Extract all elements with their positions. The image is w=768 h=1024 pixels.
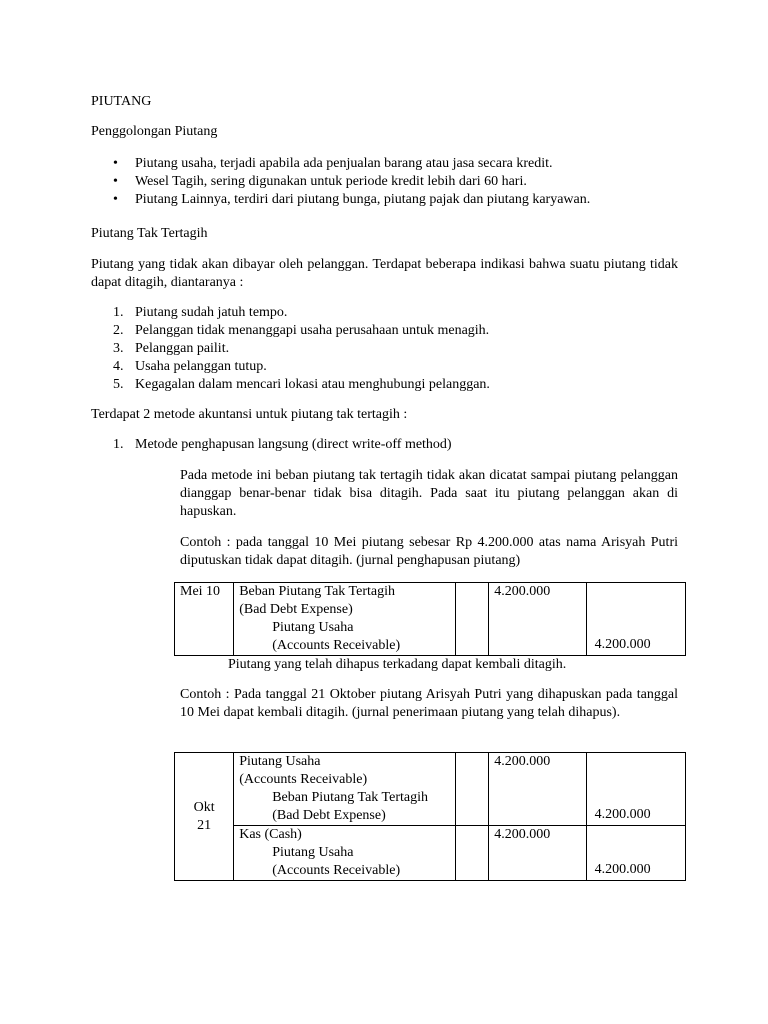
methods-intro: Terdapat 2 metode akuntansi untuk piutang tak tertagih : [91, 407, 408, 422]
date-day: 21 [197, 817, 212, 833]
credit-account: Piutang Usaha [272, 620, 354, 635]
credit-amount: 4.200.000 [594, 862, 651, 877]
journal-accounts [234, 826, 456, 881]
list-number: 2. [113, 323, 124, 338]
ref-cell [456, 826, 489, 881]
list-item: • Wesel Tagih, sering digunakan untuk periode kredit lebih dari 60 hari. [91, 173, 691, 191]
classification-list [91, 155, 691, 209]
list-number: 1. [113, 437, 124, 452]
list-item [91, 376, 691, 394]
list-item [91, 436, 691, 454]
journal-date: Mei 10 [175, 583, 234, 656]
list-item [91, 340, 691, 358]
method-list [91, 436, 691, 454]
debit-account-en: (Bad Debt Expense) [239, 602, 353, 617]
method1-description-text: Pada metode ini beban piutang tak tertagih tidak akan dicatat sampai piutang pelanggan dianggap benar-benar tidak bisa ditagih. Pada saat itu piutang pelanggan akan di hapuskan. [180, 468, 678, 519]
example2-text: Contoh : Pada tanggal 21 Oktober piutang Arisyah Putri yang dihapuskan pada tanggal 10 Mei dapat kembali ditagih. (jurnal penerimaan piutang yang telah dihapus). [180, 687, 678, 720]
example1-text: Contoh : pada tanggal 10 Mei piutang sebesar Rp 4.200.000 atas nama Arisyah Putri diputuskan tidak dapat ditagih. (jurnal penghapusan piutang) [180, 535, 678, 568]
debit-amount: 4.200.000 [489, 753, 586, 826]
list-number: 4. [113, 359, 124, 374]
example2 [180, 686, 678, 722]
credit-cell [586, 753, 685, 826]
list-number: 5. [113, 377, 124, 392]
list-text: Usaha pelanggan tutup. [135, 359, 267, 374]
journal-date [175, 753, 234, 881]
list-item [91, 304, 691, 322]
list-number: 3. [113, 341, 124, 356]
table-row [175, 583, 686, 656]
credit-account-en: (Bad Debt Expense) [272, 808, 386, 823]
list-text: Kegagalan dalam mencari lokasi atau menghubungi pelanggan. [135, 377, 490, 392]
credit-account: Piutang Usaha [272, 845, 354, 860]
journal-table-2 [174, 752, 686, 881]
debit-account: Beban Piutang Tak Tertagih [239, 584, 395, 599]
example1 [180, 534, 678, 570]
journal-accounts [234, 753, 456, 826]
intro-paragraph [91, 256, 678, 292]
intro-text: Piutang yang tidak akan dibayar oleh pelanggan. Terdapat beberapa indikasi bahwa suatu piutang tidak dapat ditagih, diantaranya : [91, 257, 678, 290]
credit-cell [586, 826, 685, 881]
credit-account-en: (Accounts Receivable) [272, 638, 401, 653]
credit-amount: 4.200.000 [594, 807, 651, 822]
list-text: Pelanggan pailit. [135, 341, 230, 356]
list-number: 1. [113, 305, 124, 320]
ref-cell [456, 753, 489, 826]
list-item: • Piutang Lainnya, terdiri dari piutang bunga, piutang pajak dan piutang karyawan. [91, 191, 691, 209]
debit-account-en: (Accounts Receivable) [239, 772, 368, 787]
debit-account: Kas (Cash) [239, 827, 302, 842]
journal-table-1 [174, 582, 686, 656]
list-item [91, 322, 691, 340]
heading-penggolongan: Penggolongan Piutang [91, 124, 218, 139]
debit-amount: 4.200.000 [489, 826, 586, 881]
debit-amount: 4.200.000 [489, 583, 586, 656]
table-row [175, 826, 686, 881]
credit-amount: 4.200.000 [594, 637, 651, 652]
credit-account: Beban Piutang Tak Tertagih [272, 790, 428, 805]
journal-accounts [234, 583, 456, 656]
list-text: Piutang sudah jatuh tempo. [135, 305, 288, 320]
list-text: Pelanggan tidak menanggapi usaha perusahaan untuk menagih. [135, 323, 490, 338]
list-item [91, 358, 691, 376]
debit-account: Piutang Usaha [239, 754, 321, 769]
method1-description [180, 467, 678, 521]
page-title: PIUTANG [91, 94, 152, 109]
heading-piutang-tak-tertagih: Piutang Tak Tertagih [91, 226, 208, 241]
list-text: Metode penghapusan langsung (direct write-off method) [135, 437, 452, 452]
date-month: Okt [193, 799, 215, 815]
table-row [175, 753, 686, 826]
list-item: • Piutang usaha, terjadi apabila ada penjualan barang atau jasa secara kredit. [91, 155, 691, 173]
credit-cell [586, 583, 685, 656]
indication-list [91, 304, 691, 394]
note-text: Piutang yang telah dihapus terkadang dapat kembali ditagih. [228, 657, 567, 672]
ref-cell [456, 583, 489, 656]
credit-account-en: (Accounts Receivable) [272, 863, 401, 878]
